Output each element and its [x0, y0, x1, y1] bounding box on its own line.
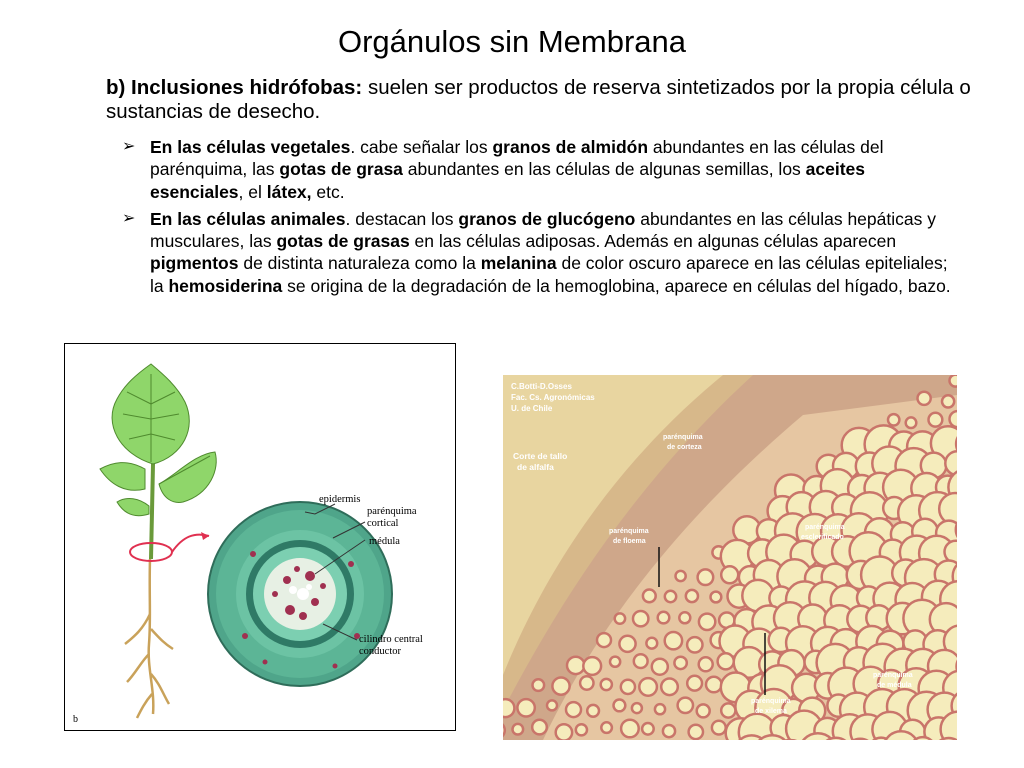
caption-line: Corte de tallo: [513, 451, 568, 461]
cell: [950, 375, 958, 387]
cell: [597, 633, 611, 647]
bold-segment: gotas de grasa: [279, 159, 403, 180]
label-corteza: de corteza: [667, 444, 702, 451]
text-segment: en las células adiposas. Además en algunas células aparecen: [409, 231, 897, 252]
label-xilema: parénquima: [751, 698, 791, 705]
label-xilema: de xilema: [755, 708, 787, 715]
cell: [658, 612, 670, 624]
cell: [711, 592, 722, 603]
label-esclerificado: parénquima: [805, 524, 845, 531]
cell: [929, 413, 943, 427]
cell: [567, 657, 584, 674]
cell: [687, 676, 702, 691]
cell: [639, 678, 657, 696]
cell: [646, 638, 657, 649]
bold-segment: granos de glucógeno: [458, 208, 636, 229]
label-medula: de médula: [877, 682, 912, 689]
roots: [125, 559, 173, 718]
cell: [712, 721, 726, 735]
cell: [687, 637, 702, 652]
cell: [698, 569, 714, 585]
credit-line: C.Botti-D.Osses: [511, 382, 572, 391]
text-segment: abundantes en las células de algunas semillas, los: [402, 159, 806, 180]
bold-segment: melanina: [480, 253, 557, 274]
cell: [583, 657, 601, 675]
cell: [634, 654, 648, 668]
micrograph-figure: [503, 375, 957, 740]
label-cilindro-central: cilindro central: [359, 634, 423, 645]
bullet-text: [150, 209, 951, 296]
cell: [621, 680, 635, 694]
intro-text: suelen ser productos de reserva sintetizados por la propia célula o sustancias de desecho.: [106, 76, 971, 123]
cell: [718, 653, 734, 669]
cell: [942, 395, 954, 407]
label-cilindro-central: conductor: [359, 646, 401, 657]
cell: [580, 676, 593, 689]
text-segment: de color oscuro aparece en las células epiteliales; la: [150, 253, 948, 296]
arrow-head-icon: [201, 532, 209, 540]
cell: [674, 657, 686, 669]
text-segment: se origina de la degradación de la hemoglobina, aparece en células del hígado, bazo.: [282, 275, 951, 296]
bullet-plant-cells: [110, 136, 960, 203]
intro-label: b) Inclusiones hidrófobas:: [106, 76, 363, 99]
cell: [513, 724, 524, 735]
credit-line: U. de Chile: [511, 404, 553, 413]
label-floema: parénquima: [609, 528, 649, 535]
cell: [661, 679, 678, 696]
cell: [632, 703, 642, 713]
cell: [906, 417, 917, 428]
text-segment: abundantes en las células hepáticas y musculares, las: [150, 208, 936, 252]
panel-label: b: [73, 714, 78, 725]
cell: [556, 724, 572, 740]
bullet-animal-cells: [110, 208, 960, 297]
cell: [601, 679, 612, 690]
cell: [652, 659, 668, 675]
intro-paragraph: [106, 76, 986, 124]
cell: [614, 700, 626, 712]
plant-stem-illustration: [65, 344, 455, 730]
cell: [679, 612, 690, 623]
text-segment: . cabe señalar los: [350, 137, 493, 157]
cell: [699, 614, 715, 630]
cell: [633, 611, 648, 626]
cell: [552, 678, 569, 695]
arrow-bullet-icon: ➢: [122, 138, 136, 155]
label-parenquima-cortical: parénquima: [367, 506, 417, 517]
text-segment: . destacan los: [345, 208, 459, 229]
cell: [533, 679, 545, 691]
bullet-text: [150, 137, 883, 202]
cell: [676, 571, 686, 581]
cell: [678, 698, 693, 713]
cell: [918, 392, 931, 405]
bold-segment: gotas de grasas: [276, 231, 410, 252]
bold-segment: En las células animales: [150, 208, 346, 229]
cell: [950, 411, 958, 427]
credit-line: Fac. Cs. Agronómicas: [511, 393, 595, 402]
cell: [601, 722, 612, 733]
plant-stem-figure: [64, 343, 456, 731]
stem: [151, 464, 153, 559]
cell: [655, 704, 665, 714]
cell: [689, 725, 703, 739]
cell: [576, 724, 587, 735]
label-medula: parénquima: [873, 672, 913, 679]
bold-segment: granos de almidón: [492, 137, 649, 157]
bold-segment: pigmentos: [150, 253, 239, 274]
label-medula: médula: [369, 536, 400, 547]
cell: [665, 591, 676, 602]
cell: [665, 632, 682, 649]
cell: [517, 699, 534, 716]
cell: [686, 590, 698, 602]
cell: [699, 657, 713, 671]
label-corteza: parénquima: [663, 434, 703, 441]
cell: [547, 700, 557, 710]
stem-cross-section: [208, 502, 392, 686]
cell: [532, 720, 547, 735]
text-segment: , el: [238, 181, 267, 202]
cell: [663, 725, 675, 737]
bold-segment: hemosiderina: [168, 275, 283, 296]
cell: [619, 636, 635, 652]
cell: [587, 705, 599, 717]
cell: [615, 613, 625, 623]
bold-segment: aceites esenciales: [150, 159, 866, 202]
cell: [721, 566, 738, 583]
text-segment: etc.: [311, 181, 345, 202]
label-esclerificado: esclerificado: [801, 534, 844, 541]
cell: [721, 703, 735, 717]
micrograph-image: [503, 375, 957, 740]
caption-line: de alfalfa: [517, 462, 554, 472]
cell: [566, 702, 581, 717]
cell: [621, 720, 639, 738]
arrow-bullet-icon: ➢: [122, 209, 136, 227]
cell: [643, 590, 656, 603]
label-parenquima-cortical: cortical: [367, 518, 399, 529]
cell: [706, 677, 722, 693]
text-segment: abundantes en las células del parénquima, las: [150, 137, 884, 180]
text-segment: de distinta naturaleza como la: [238, 253, 481, 274]
slide-title: Orgánulos sin Membrana: [337, 24, 687, 59]
leaves: [100, 364, 216, 516]
cell: [642, 723, 654, 735]
cell: [503, 699, 514, 717]
label-epidermis: epidermis: [319, 494, 361, 505]
bold-segment: En las células vegetales: [150, 137, 351, 157]
cell: [697, 704, 710, 717]
label-floema: de floema: [613, 538, 646, 545]
bullet-list: [110, 136, 960, 302]
bold-segment: látex,: [266, 181, 312, 202]
cell: [888, 414, 899, 425]
cell: [610, 657, 620, 667]
